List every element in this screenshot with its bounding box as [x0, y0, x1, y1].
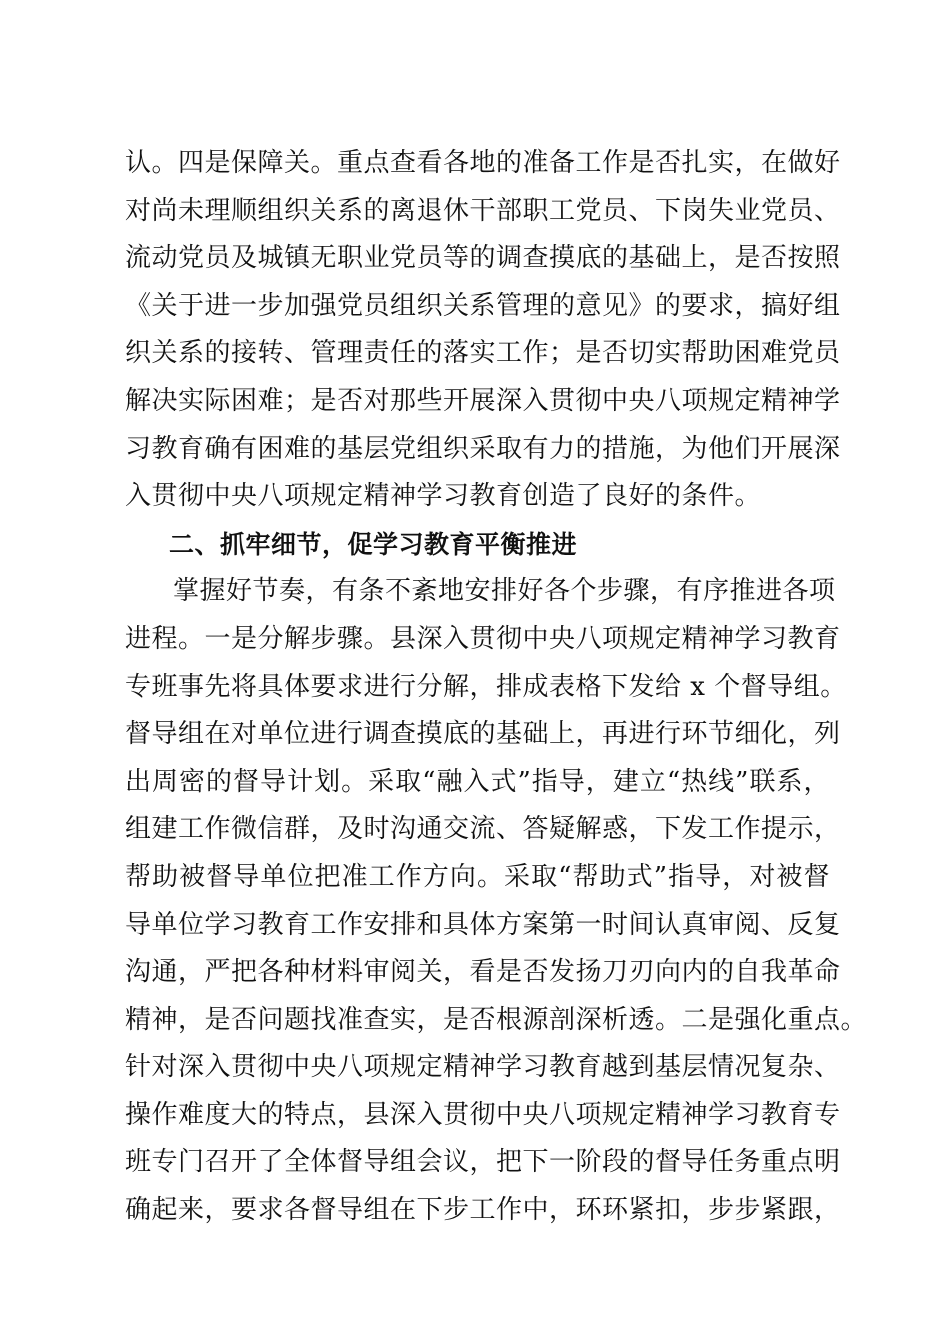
paragraph-line: 对尚未理顺组织关系的离退休干部职工党员、下岗失业党员、 [125, 195, 841, 226]
paragraph-line: 出周密的督导计划。采取“融入式”指导，建立“热线”联系， [125, 766, 830, 797]
paragraph-line: 班专门召开了全体督导组会议，把下一阶段的督导任务重点明 [125, 1147, 841, 1178]
paragraph-line: 习教育确有困难的基层党组织采取有力的措施，为他们开展深 [125, 433, 841, 464]
paragraph-line: 进程。一是分解步骤。县深入贯彻中央八项规定精神学习教育 [125, 623, 841, 654]
paragraph-line: 确起来，要求各督导组在下步工作中，环环紧扣，步步紧跟， [125, 1195, 841, 1226]
paragraph-line: 认。四是保障关。重点查看各地的准备工作是否扎实，在做好 [125, 148, 841, 178]
paragraph-line: 精神，是否问题找准查实，是否根源剖深析透。二是强化重点。 [125, 1004, 868, 1035]
paragraph-line: 组建工作微信群，及时沟通交流、答疑解惑，下发工作提示， [125, 814, 841, 845]
paragraph-line: 督导组在对单位进行调查摸底的基础上，再进行环节细化，列 [125, 719, 841, 750]
paragraph-line: 帮助被督导单位把准工作方向。采取“帮助式”指导，对被督 [125, 861, 830, 892]
paragraph-line: 操作难度大的特点，县深入贯彻中央八项规定精神学习教育专 [125, 1099, 841, 1130]
paragraph-line: 解决实际困难；是否对那些开展深入贯彻中央八项规定精神学 [125, 385, 841, 416]
section-heading: 二、抓牢细节，促学习教育平衡推进 [169, 529, 578, 559]
paragraph-line: 织关系的接转、管理责任的落实工作；是否切实帮助困难党员 [125, 338, 841, 369]
paragraph-line: 专班事先将具体要求进行分解，排成表格下发给 x 个督导组。 [125, 671, 847, 702]
paragraph-line: 针对深入贯彻中央八项规定精神学习教育越到基层情况复杂、 [125, 1052, 841, 1083]
paragraph-2 [125, 568, 868, 1234]
paragraph-line: 流动党员及城镇无职业党员等的调查摸底的基础上，是否按照 [125, 243, 841, 274]
paragraph-line: 入贯彻中央八项规定精神学习教育创造了良好的条件。 [125, 481, 762, 512]
document-body [125, 140, 868, 1235]
paragraph-line: 导单位学习教育工作安排和具体方案第一时间认真审阅、反复 [125, 909, 841, 940]
paragraph-line: 《关于进一步加强党员组织关系管理的意见》的要求，搞好组 [125, 290, 841, 321]
paragraph-1 [125, 140, 841, 521]
paragraph-line: 掌握好节奏，有条不紊地安排好各个步骤，有序推进各项 [173, 576, 836, 607]
paragraph-line: 沟通，严把各种材料审阅关，看是否发扬刀刃向内的自我革命 [125, 957, 841, 988]
